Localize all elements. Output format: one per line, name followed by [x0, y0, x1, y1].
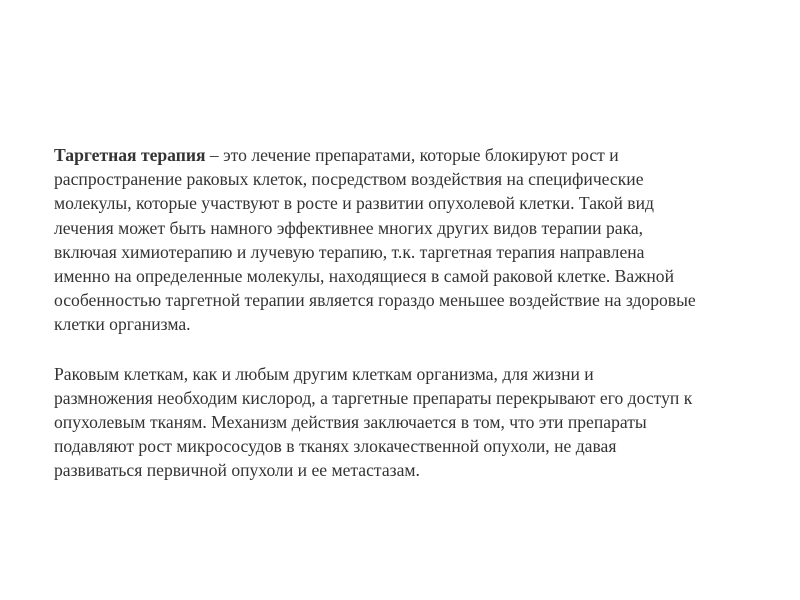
- p2-line-1: Раковым клеткам, как и любым другим клеткам организма, для жизни и: [54, 363, 594, 384]
- p1-line-5: включая химиотерапию и лучевую терапию, т.к. таргетная терапия направлена: [54, 241, 645, 262]
- p1-line-7: особенностью таргетной терапии является гораздо меньшее воздействие на здоровые: [54, 290, 696, 311]
- p1-line-4: лечения может быть намного эффективнее многих других видов терапии рака,: [54, 217, 644, 238]
- paragraph-spacer: [54, 337, 754, 362]
- p2-line-4: подавляют рост микрососудов в тканях злокачественной опухоли, не давая: [54, 436, 617, 457]
- p1-line-8: клетки организма.: [54, 314, 191, 335]
- text-block: [54, 143, 754, 483]
- p2-line-2: размножения необходим кислород, а таргетные препараты перекрывают его доступ к: [54, 387, 693, 408]
- p1-line-1-text: – это лечение препаратами, которые блокируют рост и: [205, 145, 619, 165]
- p2-line-5: развиваться первичной опухоли и ее метастазам.: [54, 460, 420, 481]
- p1-line-6: именно на определенные молекулы, находящиеся в самой раковой клетке. Важной: [54, 266, 675, 287]
- p1-line-3: молекулы, которые участвуют в росте и развитии опухолевой клетки. Такой вид: [54, 193, 654, 214]
- p1-line-1: [54, 145, 619, 165]
- p1-line-2: распространение раковых клеток, посредством воздействия на специфические: [54, 169, 644, 190]
- paragraph-2: [54, 362, 754, 483]
- term-heading: Таргетная терапия: [54, 145, 206, 165]
- paragraph-1: [54, 143, 754, 337]
- p2-line-3: опухолевым тканям. Механизм действия заключается в том, что эти препараты: [54, 412, 647, 433]
